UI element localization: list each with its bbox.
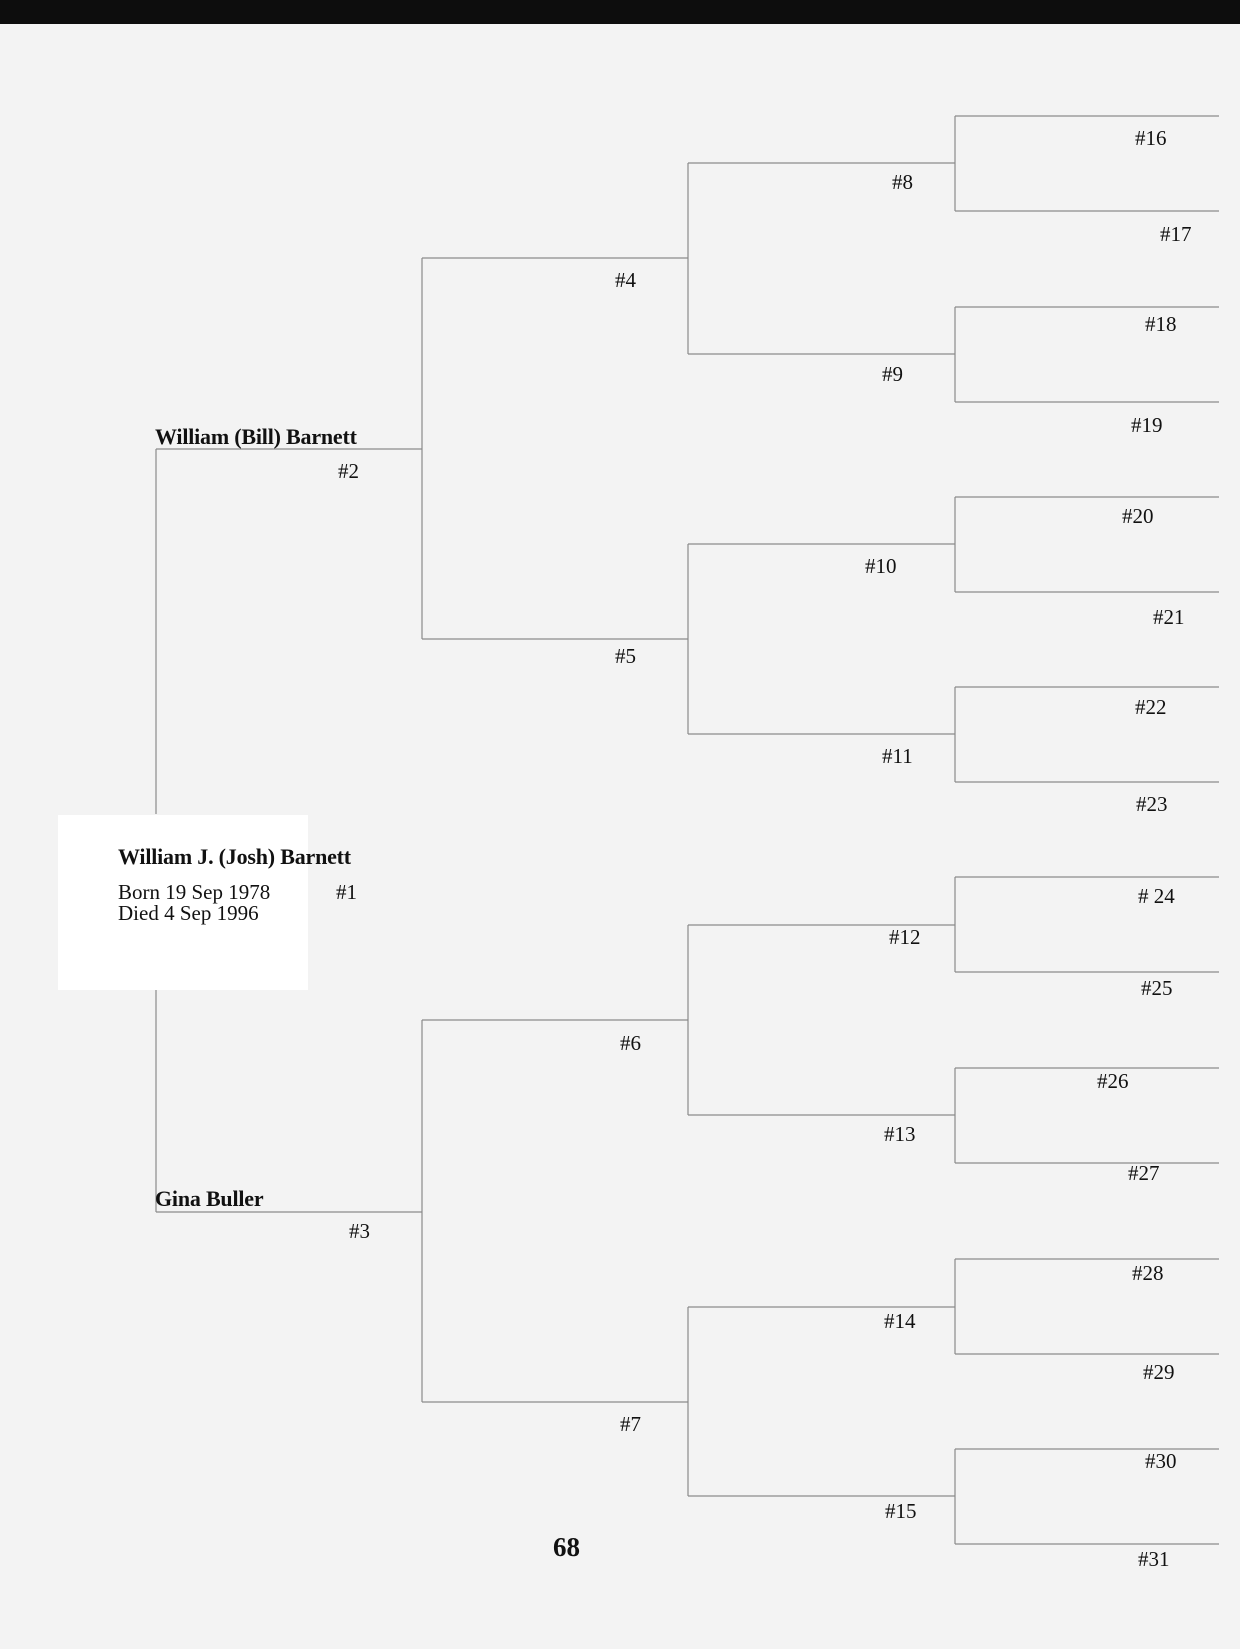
slot-14-label: #14 [884, 1309, 916, 1333]
slot-27-label: #27 [1128, 1161, 1160, 1185]
subject-death: Died 4 Sep 1996 [118, 901, 259, 925]
slot-9-label: #9 [882, 362, 903, 386]
slot-26-label: #26 [1097, 1069, 1129, 1093]
slot-8-label: #8 [892, 170, 913, 194]
slot-30-label: #30 [1145, 1449, 1177, 1473]
slot-6-label: #6 [620, 1031, 641, 1055]
slot-5-label: #5 [615, 644, 636, 668]
slot-4-label: #4 [615, 268, 636, 292]
slot-10-label: #10 [865, 554, 897, 578]
subject-number: #1 [336, 880, 357, 904]
slot-16-label: #16 [1135, 126, 1167, 150]
page-number: 68 [553, 1532, 580, 1562]
slot-21-label: #21 [1153, 605, 1185, 629]
mother-number: #3 [349, 1219, 370, 1243]
slot-17-label: #17 [1160, 222, 1192, 246]
slot-15-label: #15 [885, 1499, 917, 1523]
subject-name: William J. (Josh) Barnett [118, 844, 351, 869]
slot-7-label: #7 [620, 1412, 641, 1436]
slot-22-label: #22 [1135, 695, 1167, 719]
slot-29-label: #29 [1143, 1360, 1175, 1384]
slot-24-label: # 24 [1138, 884, 1175, 908]
father-number: #2 [338, 459, 359, 483]
slot-19-label: #19 [1131, 413, 1163, 437]
subject-birth: Born 19 Sep 1978 [118, 880, 271, 904]
mother-name: Gina Buller [155, 1186, 264, 1211]
slot-20-label: #20 [1122, 504, 1154, 528]
slot-31-label: #31 [1138, 1547, 1170, 1571]
slot-28-label: #28 [1132, 1261, 1164, 1285]
father-name: William (Bill) Barnett [155, 424, 357, 449]
slot-23-label: #23 [1136, 792, 1168, 816]
slot-13-label: #13 [884, 1122, 916, 1146]
slot-12-label: #12 [889, 925, 921, 949]
slot-25-label: #25 [1141, 976, 1173, 1000]
slot-11-label: #11 [882, 744, 913, 768]
slot-18-label: #18 [1145, 312, 1177, 336]
